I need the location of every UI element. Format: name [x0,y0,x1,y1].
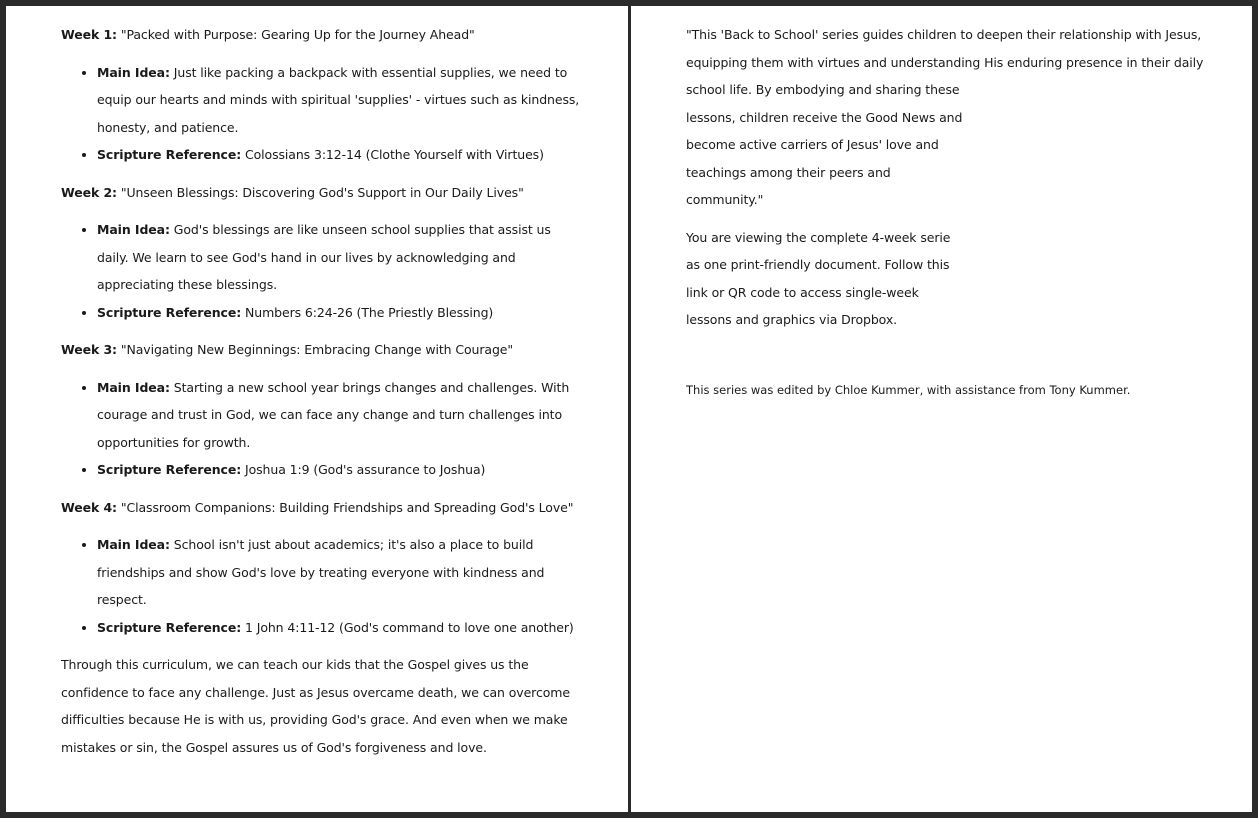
week-4-label: Week 4: [61,499,117,515]
week-1-heading [61,21,581,49]
left-page [6,6,628,812]
series-intro-paragraph: "This 'Back to School' series guides children to deepen their relationship with Jesus, equipping them with virtues and understanding His enduring presence in their daily school life. By embodying and sharing these lessons, children receive the Good News and become active carriers of Jesus' love and teachings among their peers and community." [686,27,1204,207]
week-4-bullets [61,531,581,641]
right-page [631,6,1252,812]
week-2-label: Week 2: [61,184,117,200]
week-2-title: "Unseen Blessings: Discovering God's Support in Our Daily Lives" [120,184,524,200]
week-2-scripture: • Scripture Reference: Numbers 6:24-26 (The Priestly Blessing) [97,299,581,327]
week-4-title: "Classroom Companions: Building Friendships and Spreading God's Love" [120,499,574,515]
week-3-scripture: • Scripture Reference: Joshua 1:9 (God's assurance to Joshua) [97,456,581,484]
series-notes [686,21,1206,334]
week-1-title: "Packed with Purpose: Gearing Up for the Journey Ahead" [120,27,475,42]
week-3-label: Week 3: [61,342,117,357]
editor-credits: This series was edited by Chloe Kummer, with assistance from Tony Kummer. [686,383,1131,397]
curriculum-outline [61,21,581,761]
week-2-main-idea: • Main Idea: God's blessings are like unseen school supplies that assist us daily. We learn to see God's hand in our lives by acknowledging and appreciating these blessings. [97,216,581,299]
week-1-main-idea: • Main Idea: Just like packing a backpack with essential supplies, we need to equip our hearts and minds with spiritual 'supplies' - virtues such as kindness, honesty, and patience. [97,59,581,142]
week-3-heading [61,336,581,364]
week-1-bullets [61,59,581,169]
week-2-heading [61,179,581,207]
week-3-main-idea: • Main Idea: Starting a new school year brings changes and challenges. With courage and trust in God, we can face any change and turn challenges into opportunities for growth. [97,374,581,457]
week-4-heading [61,494,581,522]
week-2-bullets [61,216,581,326]
week-4-scripture: • Scripture Reference: 1 John 4:11-12 (God's command to love one another) [97,614,581,642]
print-friendly-note: You are viewing the complete 4-week serie as one print-friendly document. Follow this link or QR code to access single-week lessons and graphics via Dropbox. [686,229,951,327]
week-3-title: "Navigating New Beginnings: Embracing Change with Courage" [120,342,514,357]
week-3-bullets [61,374,581,484]
week-1-scripture: • Scripture Reference: Colossians 3:12-14 (Clothe Yourself with Virtues) [97,141,581,169]
week-4-main-idea: • Main Idea: School isn't just about academics; it's also a place to build friendships and show God's love by treating everyone with kindness and respect. [97,531,581,614]
closing-paragraph: Through this curriculum, we can teach our kids that the Gospel gives us the confidence to face any challenge. Just as Jesus overcame death, we can overcome difficulties because He is with us, providing God's grace. And even when we make mistakes or sin, the Gospel assures us of God's forgiveness and love. [61,657,570,755]
week-1-label: Week 1: [61,27,117,42]
